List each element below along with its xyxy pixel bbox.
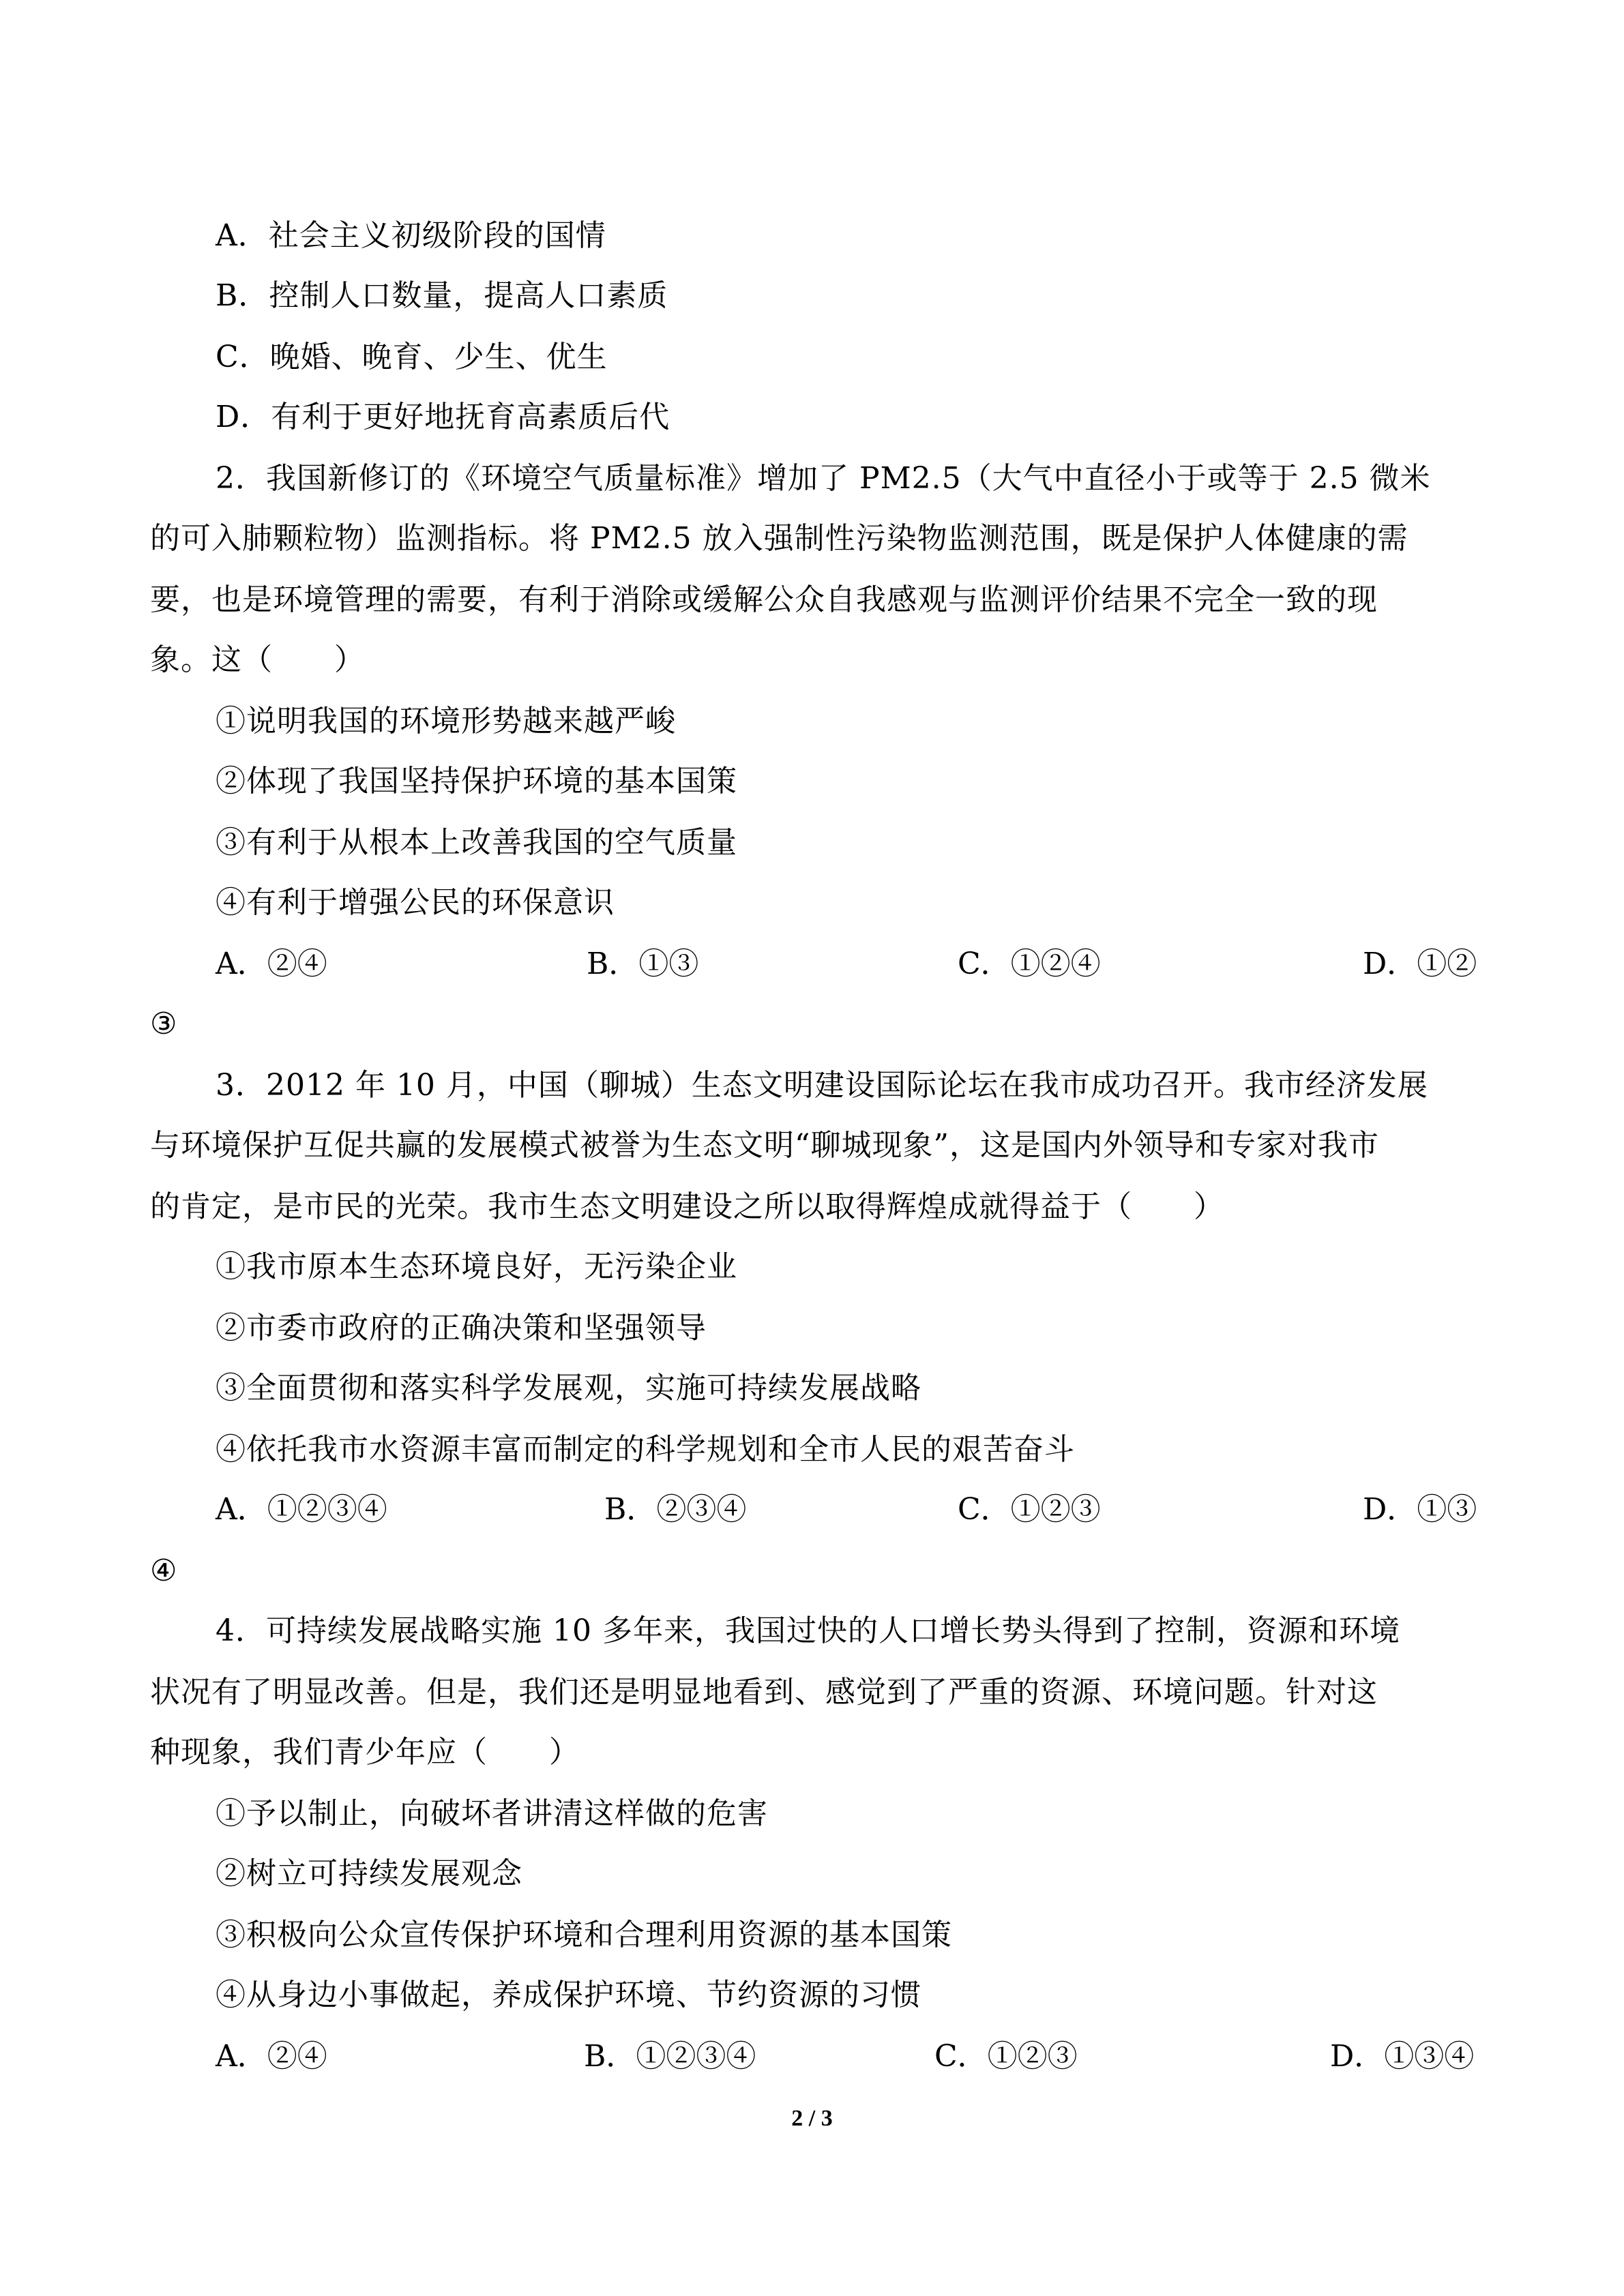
q3-choices: [0, 1489, 1624, 1530]
q2-choice-d: D．①②: [1363, 946, 1477, 981]
q4-choices: [0, 2036, 1624, 2077]
q3-stem-line-1: 3．2012 年 10 月，中国（聊城）生态文明建设国际论坛在我市成功召开。我市经济发展: [216, 1068, 1428, 1103]
q4-choice-c: C．①②③: [934, 2039, 1078, 2074]
q2-item-2: ②体现了我国坚持保护环境的基本国策: [216, 764, 737, 799]
q2-stem-line-1: 2．我国新修订的《环境空气质量标准》增加了 PM2.5（大气中直径小于或等于 2.5 微米: [216, 461, 1431, 496]
page-number: 2 / 3: [791, 2106, 833, 2131]
q1-option-a: A．社会主义初级阶段的国情: [216, 218, 606, 253]
q4-stem-line-3: 种现象，我们青少年应（ ）: [150, 1735, 580, 1770]
q3-choice-b: B．②③④: [604, 1492, 747, 1527]
q3-item-4: ④依托我市水资源丰富而制定的科学规划和全市人民的艰苦奋斗: [216, 1432, 1075, 1467]
q3-choice-d: D．①③: [1363, 1492, 1477, 1527]
q4-choice-a: A．②④: [216, 2039, 327, 2074]
q3-stem-line-2: 与环境保护互促共赢的发展模式被誉为生态文明“聊城现象”，这是国内外领导和专家对我市: [150, 1128, 1379, 1163]
q2-stem-line-4: 象。这（ ）: [150, 642, 365, 677]
q2-stem-line-2: 的可入肺颗粒物）监测指标。将 PM2.5 放入强制性污染物监测范围，既是保护人体健康的需: [150, 521, 1408, 556]
q3-stem-line-3: 的肯定，是市民的光荣。我市生态文明建设之所以取得辉煌成就得益于（ ）: [150, 1189, 1224, 1224]
q2-choice-a: A．②④: [216, 946, 327, 981]
q3-item-1: ①我市原本生态环境良好，无污染企业: [216, 1249, 737, 1284]
q2-choices: [0, 944, 1624, 985]
q2-choice-b: B．①③: [587, 946, 699, 981]
q4-choice-b: B．①②③④: [584, 2039, 756, 2074]
q2-choice-wrap: ③: [150, 1007, 178, 1041]
q1-option-b: B．控制人口数量，提高人口素质: [216, 278, 668, 313]
q3-choice-c: C．①②③: [958, 1492, 1101, 1527]
q2-item-1: ①说明我国的环境形势越来越严峻: [216, 704, 676, 739]
q4-item-4: ④从身边小事做起，养成保护环境、节约资源的习惯: [216, 1978, 921, 2012]
q4-choice-d: D．①③④: [1330, 2039, 1475, 2074]
q3-choice-a: A．①②③④: [216, 1492, 387, 1527]
q4-stem-line-1: 4．可持续发展战略实施 10 多年来，我国过快的人口增长势头得到了控制，资源和环境: [216, 1613, 1400, 1648]
q3-choice-wrap: ④: [150, 1553, 178, 1588]
q2-stem-line-3: 要，也是环境管理的需要，有利于消除或缓解公众自我感观与监测评价结果不完全一致的现: [150, 582, 1378, 617]
q4-item-2: ②树立可持续发展观念: [216, 1856, 522, 1891]
q1-option-c: C．晚婚、晚育、少生、优生: [216, 340, 608, 374]
q3-item-2: ②市委市政府的正确决策和坚强领导: [216, 1311, 707, 1345]
q4-stem-line-2: 状况有了明显改善。但是，我们还是明显地看到、感觉到了严重的资源、环境问题。针对这: [150, 1675, 1378, 1710]
q2-item-3: ③有利于从根本上改善我国的空气质量: [216, 825, 737, 860]
q4-item-3: ③积极向公众宣传保护环境和合理利用资源的基本国策: [216, 1918, 952, 1952]
q1-option-d: D．有利于更好地抚育高素质后代: [216, 400, 670, 434]
q2-item-4: ④有利于增强公民的环保意识: [216, 885, 615, 920]
q4-item-1: ①予以制止，向破坏者讲清这样做的危害: [216, 1796, 768, 1831]
q3-item-3: ③全面贯彻和落实科学发展观，实施可持续发展战略: [216, 1371, 921, 1405]
q2-choice-c: C．①②④: [958, 946, 1101, 981]
